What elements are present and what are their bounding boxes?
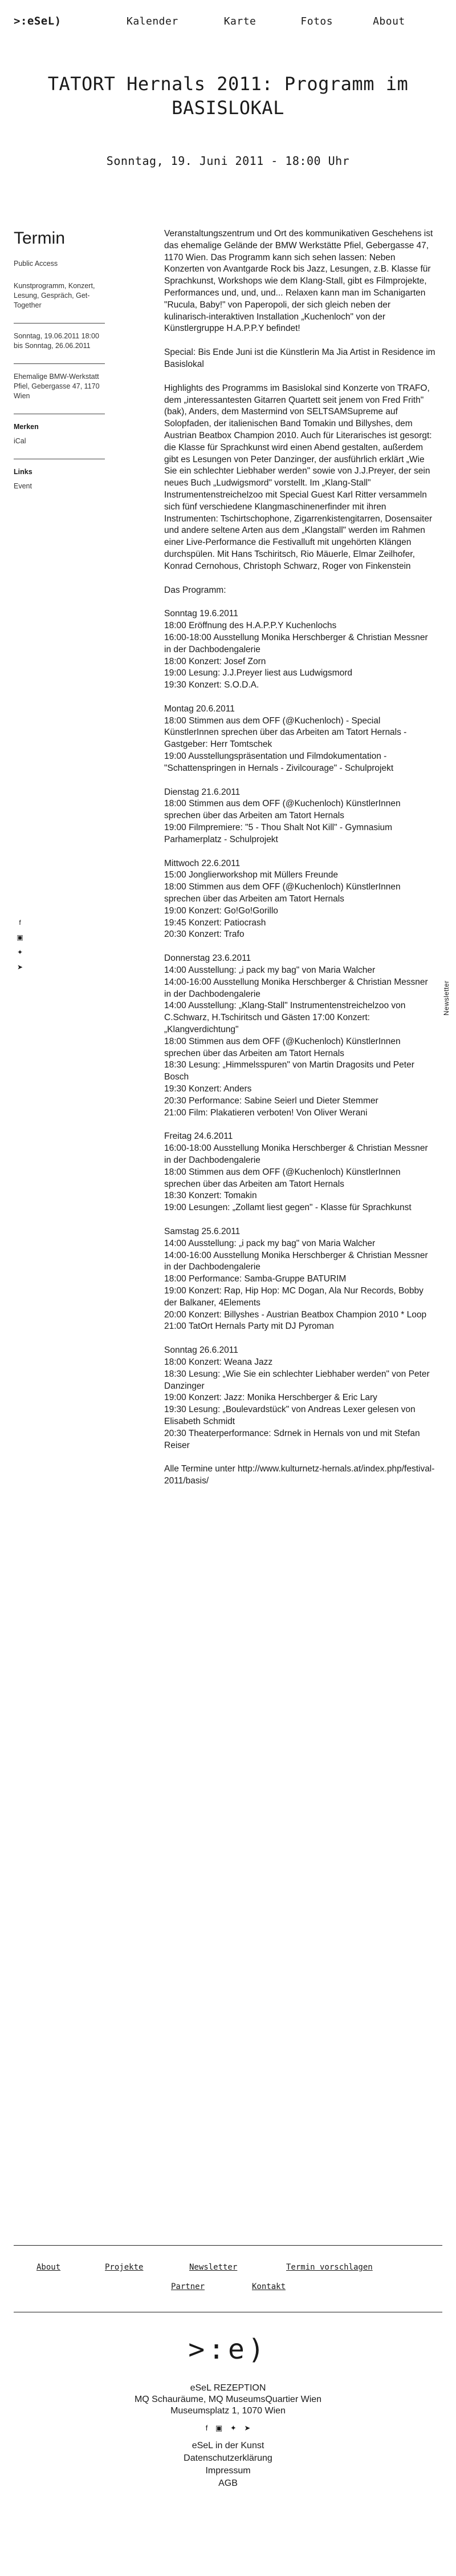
nav-kalender[interactable]: Kalender bbox=[127, 15, 178, 27]
twitter-icon[interactable]: ✦ bbox=[17, 948, 23, 956]
program-item: 14:00 Ausstellung: „i pack my bag" von Maria Walcher bbox=[164, 965, 376, 976]
program-item: 19:00 Konzert: Go!Go!Gorillo bbox=[164, 905, 278, 916]
address-line-2: Museumsplatz 1, 1070 Wien bbox=[170, 2406, 286, 2416]
program-day-title: Sonntag 19.6.2011 bbox=[164, 609, 238, 619]
program-item: 14:00-16:00 Ausstellung Monika Herschberger & Christian Messner in der Dachbodengalerie bbox=[164, 977, 428, 999]
footer-partner-link[interactable]: Partner bbox=[171, 2282, 205, 2291]
program-item: 21:00 Film: Plakatieren verboten! Von Oliver Werani bbox=[164, 1107, 368, 1118]
program-item: 18:00 Performance: Samba-Gruppe BATURIM bbox=[164, 1274, 347, 1284]
program-item: 18:00 Konzert: Josef Zorn bbox=[164, 656, 266, 666]
program-item: 18:00 Konzert: Weana Jazz bbox=[164, 1357, 273, 1367]
footer-termin-link[interactable]: Termin vorschlagen bbox=[286, 2263, 373, 2272]
program-item: 18:30 Konzert: Tomakin bbox=[164, 1191, 257, 1201]
nav-fotos[interactable]: Fotos bbox=[300, 15, 333, 27]
program-item: 16:00-18:00 Ausstellung Monika Herschberger & Christian Messner in der Dachbodengalerie bbox=[164, 632, 428, 654]
access-type: Public Access bbox=[14, 260, 58, 268]
program-item: 15:00 Jonglierworkshop mit Müllers Freunde bbox=[164, 870, 338, 880]
program-item: 18:00 Stimmen aus dem OFF (@Kuchenloch) KünstlerInnen sprechen über das Arbeiten am Tatort Hernals bbox=[164, 882, 401, 904]
program-day-title: Sonntag 26.6.2011 bbox=[164, 1345, 238, 1356]
nav-karte[interactable]: Karte bbox=[223, 15, 256, 27]
instagram-icon[interactable]: ▣ bbox=[215, 2424, 223, 2432]
footer-link-datenschutz[interactable]: Datenschutzerklärung bbox=[184, 2453, 272, 2463]
highlights-paragraph: Highlights des Programms im Basislokal sind Konzerte von TRAFO, dem „interessantesten Gitarren Quartett seit jenem von Fred Frith" (bak), Anders, dem Mastermind von SELTSAMSupreme auf Solopfaden, der italienischen Band Tomakin und Billyshes, dem Austrian Beatbox Champion 2010. Auch für Literarisches ist gesorgt: die Klasse für Sprachkunst wird einen Abend gestalten, außerdem gibt es Lesungen von Peter Danzinger, der ausführlich erklärt „Wie Sie ein schlechter Liebhaber werden" sowie von J.J.Preyer, der sein neues Buch „Ludwigsmord" vorstellt. Im „Klang-Stall" Instrumentenstreichelzoo mit Special Guest Karl Ritter versammeln sich fünf verschiedene Klangmaschinenerfinder mit ihren Instrumenten: Tschirtschophone, Zigarrenkistengitarren, Dosensaiter und andere seltene Arten aus dem „Klangstall" werden im Rahmen einer Live-Performance die Festivalluft mit ungehörten Klängen durchspülen. Mit Hans Tschiritsch, Rio Mäuerle, Elmar Zeilhofer, Konrad Cernohous, Christoph Schwarz, Roger von Finkenstein bbox=[164, 383, 433, 571]
facebook-icon[interactable]: f bbox=[205, 2424, 208, 2432]
address-line-1: MQ Schauräume, MQ MuseumsQuartier Wien bbox=[134, 2395, 322, 2404]
event-tags: Kunstprogramm, Konzert, Lesung, Gespräch, Get-Together bbox=[14, 282, 95, 309]
program-day bbox=[164, 1226, 435, 1333]
program-day bbox=[164, 1345, 435, 1451]
ical-link[interactable]: iCal bbox=[14, 437, 26, 445]
facebook-icon[interactable]: f bbox=[19, 919, 21, 927]
footer-projekte-link[interactable]: Projekte bbox=[105, 2263, 144, 2272]
program-day-title: Samstag 25.6.2011 bbox=[164, 1226, 241, 1236]
special-paragraph: Special: Bis Ende Juni ist die Künstlerin Ma Jia Artist in Residence im Basislokal bbox=[164, 347, 435, 369]
program-item: 18:30 Lesung: „Himmelsspuren" von Martin Dragosits und Peter Bosch bbox=[164, 1060, 414, 1082]
footer-divider-top bbox=[14, 2245, 442, 2246]
merken-heading: Merken bbox=[14, 423, 39, 431]
program-day bbox=[164, 1131, 435, 1214]
event-sidebar bbox=[14, 228, 105, 504]
program-day-title: Freitag 24.6.2011 bbox=[164, 1131, 233, 1142]
program-item: 18:00 Stimmen aus dem OFF (@Kuchenloch) KünstlerInnen sprechen über das Arbeiten am Tatort Hernals bbox=[164, 1036, 401, 1058]
program-item: 19:00 Lesung: J.J.Preyer liest aus Ludwigsmord bbox=[164, 668, 352, 678]
intro-paragraph: Veranstaltungszentrum und Ort des kommunikativen Geschehens ist das ehemalige Gelände der BMW Werkstätte Pfiel, Gebergasse 47, 1170 Wien. Das Programm kann sich sehen lassen: Neben Konzerten von Avantgarde Rock bis Jazz, Lesungen, z.B. Klasse für Sprachkunst, Workshops wie dem Klang-Stall, gibt es Filmprojekte, Performances und, und, und... Relaxen kann man im Schanigarten "Rucula, Baby!" von Paperopoli, der sich gleich neben der kulinarisch-interaktiven Installation „Kuchenloch" von der Künstlergruppe H.A.P.P.Y befindet! bbox=[164, 229, 433, 334]
footer-link-esel-kunst[interactable]: eSeL in der Kunst bbox=[192, 2441, 264, 2450]
sidebar-heading: Termin bbox=[14, 229, 66, 248]
program-item: 18:00 Eröffnung des H.A.P.P.Y Kuchenlochs bbox=[164, 621, 337, 631]
all-dates-link[interactable]: Alle Termine unter http://www.kulturnetz-hernals.at/index.php/festival-2011/basis/ bbox=[164, 1464, 435, 1486]
program-item: 20:00 Konzert: Billyshes - Austrian Beatbox Champion 2010 * Loop bbox=[164, 1309, 427, 1320]
program-item: 21:00 TatOrt Hernals Party mit DJ Pyroman bbox=[164, 1321, 334, 1332]
telegram-icon[interactable]: ➤ bbox=[244, 2424, 251, 2432]
program-item: 19:00 Konzert: Jazz: Monika Herschberger & Eric Lary bbox=[164, 1393, 377, 1403]
event-description bbox=[164, 228, 435, 1499]
program-day bbox=[164, 703, 435, 775]
telegram-icon[interactable]: ➤ bbox=[17, 963, 23, 971]
program-day-title: Donnerstag 23.6.2011 bbox=[164, 953, 251, 964]
brand-logo[interactable]: >:eSeL) bbox=[14, 15, 62, 27]
program-item: 19:00 Lesungen: „Zollamt liest gegen" - Klasse für Sprachkunst bbox=[164, 1203, 412, 1213]
program-day-title: Dienstag 21.6.2011 bbox=[164, 787, 241, 797]
program-item: 14:00 Ausstellung: „Klang-Stall" Instrumentenstreichelzoo von C.Schwarz, H.Tschiritsch und Gästen 17:00 Konzert: „Klangverdichtung" bbox=[164, 1001, 406, 1035]
program-item: 19:00 Filmpremiere: "5 - Thou Shalt Not Kill" - Gymnasium Parhamerplatz - Schulprojekt bbox=[164, 823, 393, 844]
program-day bbox=[164, 608, 435, 691]
main-nav bbox=[127, 15, 452, 27]
program-list bbox=[164, 608, 435, 1451]
program-item: 18:30 Lesung: „Wie Sie ein schlechter Liebhaber werden" von Peter Danzinger bbox=[164, 1369, 430, 1391]
footer-social bbox=[0, 2424, 456, 2433]
program-item: 18:00 Stimmen aus dem OFF (@Kuchenloch) KünstlerInnen sprechen über das Arbeiten am Tatort Hernals bbox=[164, 1167, 401, 1189]
footer-address bbox=[0, 2383, 456, 2417]
program-day bbox=[164, 858, 435, 941]
twitter-icon[interactable]: ✦ bbox=[230, 2424, 237, 2432]
program-day bbox=[164, 787, 435, 846]
top-navigation bbox=[0, 0, 456, 45]
instagram-icon[interactable]: ▣ bbox=[17, 933, 23, 941]
program-item: 19:00 Konzert: Rap, Hip Hop: MC Dogan, Ala Nur Records, Bobby der Balkaner, 4Elements bbox=[164, 1285, 424, 1308]
esel-logo[interactable]: >:e) bbox=[188, 2334, 268, 2365]
program-item: 14:00 Ausstellung: „i pack my bag" von Maria Walcher bbox=[164, 1238, 376, 1248]
footer-links bbox=[0, 2440, 456, 2490]
nav-about[interactable]: About bbox=[373, 15, 405, 27]
footer-link-agb[interactable]: AGB bbox=[218, 2478, 238, 2488]
event-link[interactable]: Event bbox=[14, 482, 32, 490]
program-item: 20:30 Theaterperformance: Sdrnek in Hernals von und mit Stefan Reiser bbox=[164, 1428, 420, 1450]
program-day bbox=[164, 953, 435, 1119]
program-item: 19:30 Konzert: Anders bbox=[164, 1084, 252, 1094]
program-item: 19:30 Konzert: S.O.D.A. bbox=[164, 680, 259, 690]
program-item: 19:30 Lesung: „Boulevardstück" von Andreas Lexer gelesen von Elisabeth Schmidt bbox=[164, 1405, 416, 1426]
social-bar bbox=[16, 919, 25, 978]
program-item: 19:00 Ausstellungspräsentation und Filmdokumentation - "Schattenspringen in Hernals - Zivilcourage" - Schulprojekt bbox=[164, 751, 394, 773]
footer-about-link[interactable]: About bbox=[36, 2263, 61, 2272]
event-location: Ehemalige BMW-Werkstatt Pfiel, Gebergasse 47, 1170 Wien bbox=[14, 373, 100, 400]
footer-kontakt-link[interactable]: Kontakt bbox=[252, 2282, 286, 2291]
org-name: eSeL REZEPTION bbox=[190, 2383, 266, 2393]
program-item: 19:45 Konzert: Patiocrash bbox=[164, 917, 266, 928]
footer-link-impressum[interactable]: Impressum bbox=[205, 2466, 251, 2476]
footer-newsletter-link[interactable]: Newsletter bbox=[189, 2263, 238, 2272]
divider bbox=[14, 363, 105, 364]
program-day-title: Mittwoch 22.6.2011 bbox=[164, 858, 241, 868]
links-heading: Links bbox=[14, 468, 32, 476]
program-item: 18:00 Stimmen aus dem OFF (@Kuchenloch) KünstlerInnen sprechen über das Arbeiten am Tatort Hernals bbox=[164, 799, 401, 821]
newsletter-tab[interactable]: Newsletter bbox=[442, 980, 450, 1016]
program-item: 16:00-18:00 Ausstellung Monika Herschberger & Christian Messner in der Dachbodengalerie bbox=[164, 1143, 428, 1165]
event-dates: Sonntag, 19.06.2011 18:00 bis Sonntag, 26.06.2011 bbox=[14, 332, 99, 350]
program-item: 18:00 Stimmen aus dem OFF (@Kuchenloch) - Special KünstlerInnen sprechen über das Arbeiten am Tatort Hernals - Gastgeber: Herr Tomtschek bbox=[164, 715, 407, 750]
program-item: 20:30 Performance: Sabine Seierl und Dieter Stemmer bbox=[164, 1095, 378, 1106]
program-label: Das Programm: bbox=[164, 585, 226, 595]
program-day-title: Montag 20.6.2011 bbox=[164, 703, 235, 714]
program-item: 20:30 Konzert: Trafo bbox=[164, 929, 245, 940]
page-title: TATORT Hernals 2011: Programm im BASISLOKAL bbox=[47, 73, 409, 119]
program-item: 14:00-16:00 Ausstellung Monika Herschberger & Christian Messner in der Dachbodengalerie bbox=[164, 1250, 428, 1272]
event-date: Sonntag, 19. Juni 2011 - 18:00 Uhr bbox=[106, 154, 350, 168]
